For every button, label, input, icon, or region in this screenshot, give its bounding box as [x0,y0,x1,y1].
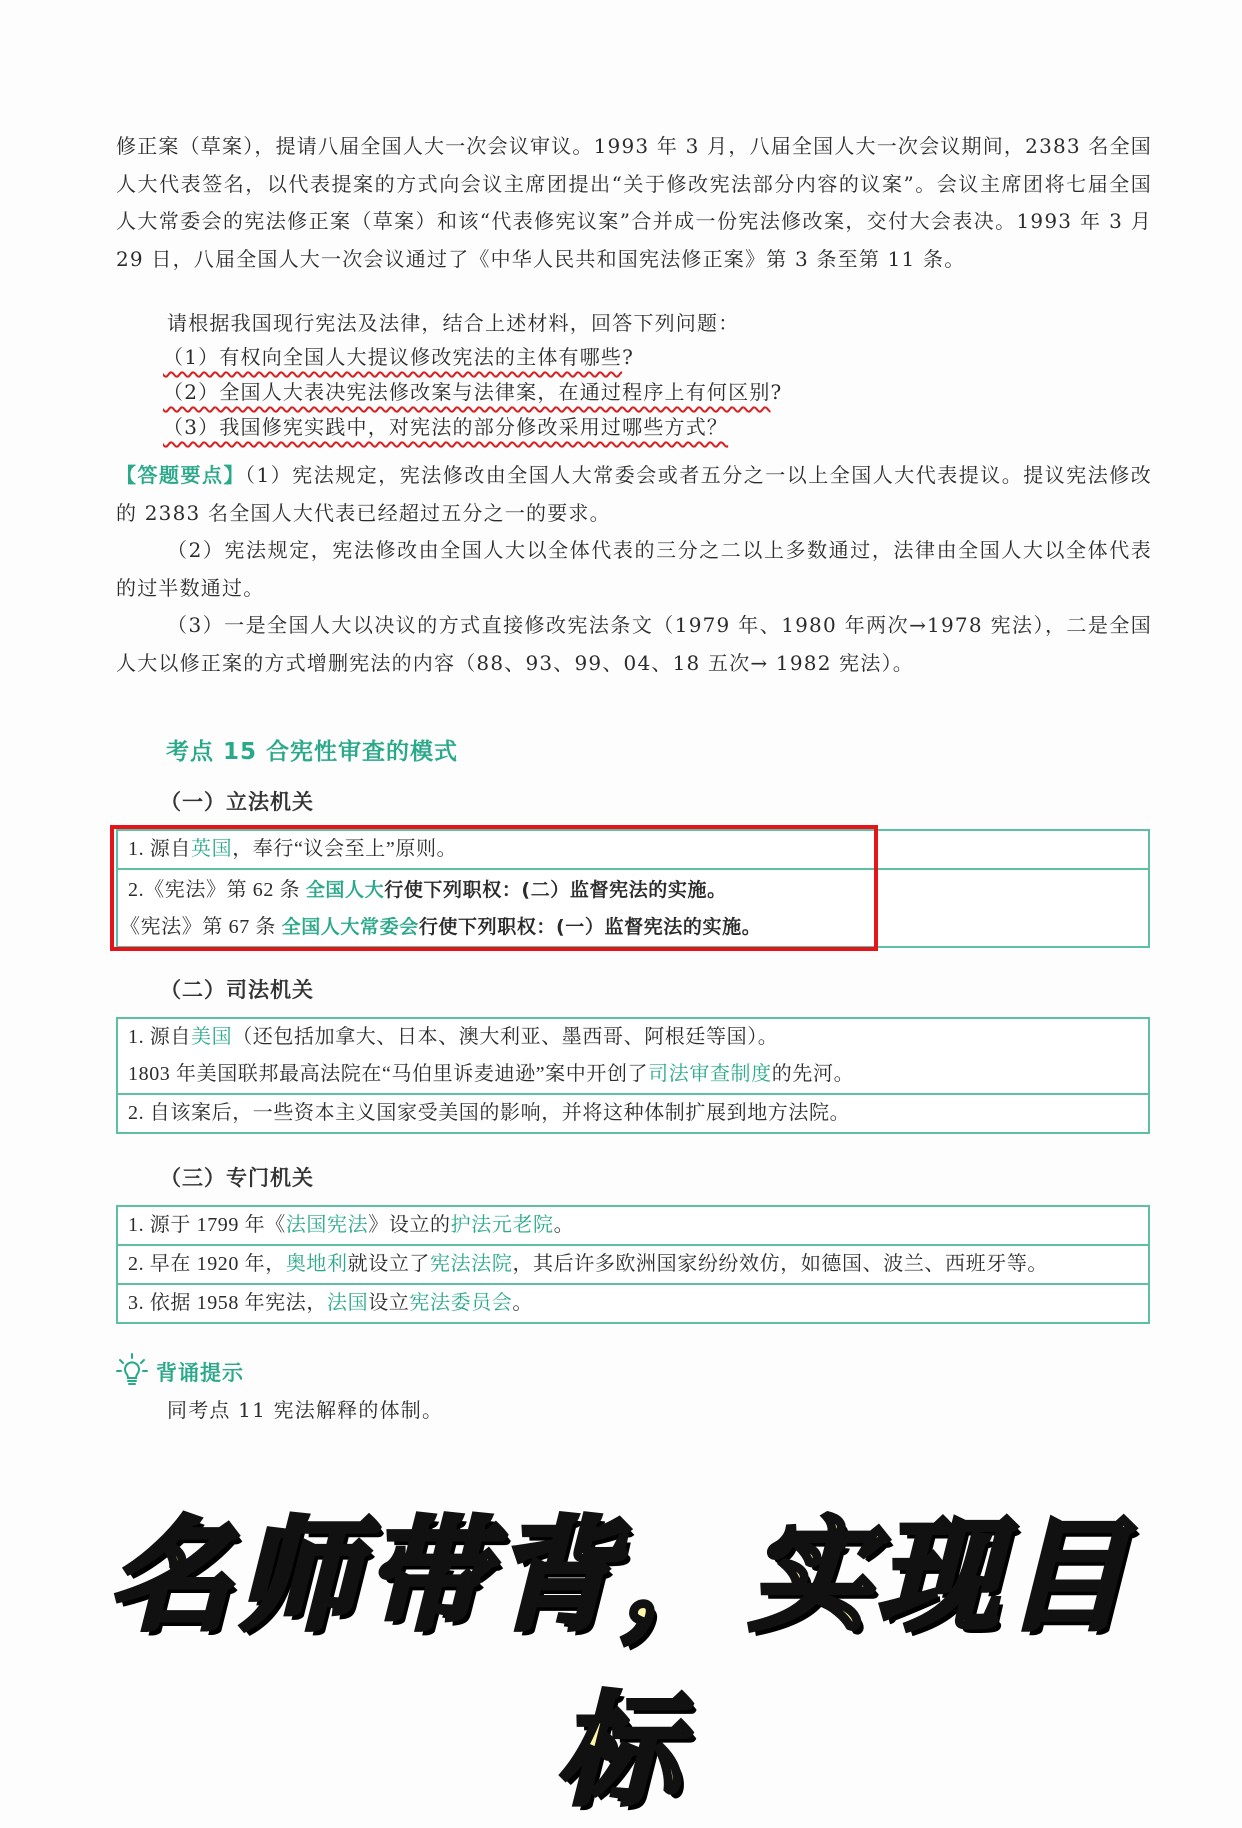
question-1 [163,342,634,372]
section-title: 考点 15 合宪性审查的模式 [166,739,459,765]
slogan-banner: 名师带背，实现目标 [109,1505,1133,1822]
judicial-box [116,1017,1150,1134]
subheading-judicial: （二）司法机关 [160,978,314,1002]
legislative-row-3: 《宪法》第 67 条 全国人大常委会行使下列职权：(一）监督宪法的实施。 [120,916,762,938]
judicial-row-1: 1. 源自美国（还包括加拿大、日本、澳大利亚、墨西哥、阿根廷等国）。 [128,1026,779,1048]
question-2-mark: ? [770,380,783,404]
legislative-row-1: 1. 源自英国，奉行“议会至上”原则。 [118,831,1148,870]
intro-paragraph: 修正案（草案），提请八届全国人大一次会议审议。1993 年 3 月，八届全国人大一次会议期间，2383 名全国人大代表签名，以代表提案的方式向会议主席团提出“关于修改宪法部分内容的议案”。会议主席团将七届全国人大常委会的宪法修正案（草案）和该“代表修宪议案”合并成一份宪法修改案，交付大会表决。1993 年 3 月 29 日，八届全国人大一次会议通过了《中华人民共和国宪法修正案》第 3 条至第 11 条。 [116,134,1152,271]
special-row-1: 1. 源于 1799 年《法国宪法》设立的护法元老院。 [118,1207,1148,1246]
special-row-2: 2. 早在 1920 年，奥地利就设立了宪法法院，其后许多欧洲国家纷纷效仿，如德国、波兰、西班牙等。 [118,1246,1148,1285]
subheading-legislative: （一）立法机关 [160,790,314,814]
instruction-paragraph: 请根据我国现行宪法及法律，结合上述材料，回答下列问题： [167,311,740,335]
question-3-text: （3）我国修宪实践中，对宪法的部分修改采用过哪些方式？ [163,415,729,439]
answer-1 [116,457,1152,532]
legislative-row-2: 2.《宪法》第 62 条 全国人大行使下列职权：(二）监督宪法的实施。 [128,879,727,901]
judicial-row-3: 2. 自该案后，一些资本主义国家受美国的影响，并将这种体制扩展到地方法院。 [128,1102,851,1124]
question-2-text: （2）全国人大表决宪法修改案与法律案，在通过程序上有何区别 [163,380,771,404]
judicial-row-2: 1803 年美国联邦最高法院在“马伯里诉麦迪逊”案中开创了司法审查制度的先河。 [118,1056,1148,1095]
question-1-mark: ? [622,345,635,369]
special-box [116,1205,1150,1324]
answer-1-text: （1）宪法规定，宪法修改由全国人大常委会或者五分之一以上全国人大代表提议。提议宪法修改的 2383 名全国人大代表已经超过五分之一的要求。 [116,463,1152,525]
recitation-tip-title: 背诵提示 [156,1361,244,1385]
question-1-text: （1）有权向全国人大提议修改宪法的主体有哪些 [163,345,623,369]
answer-2: （2）宪法规定，宪法修改由全国人大以全体代表的三分之二以上多数通过，法律由全国人大以全体代表的过半数通过。 [116,538,1152,600]
question-3 [163,412,728,442]
answer-label: 【答题要点】 [116,463,246,487]
red-highlight-box [110,825,878,951]
subheading-special: （三）专门机关 [160,1166,314,1190]
question-2 [163,377,782,407]
lightbulb-icon [116,1352,148,1392]
special-row-3: 3. 依据 1958 年宪法，法国设立宪法委员会。 [128,1292,534,1314]
recitation-tip-text: 同考点 11 宪法解释的体制。 [167,1398,444,1422]
answer-3: （3）一是全国人大以决议的方式直接修改宪法条文（1979 年、1980 年两次→1978 宪法），二是全国人大以修正案的方式增删宪法的内容（88、93、99、04、18 五次→ 1982 宪法）。 [116,613,1152,675]
